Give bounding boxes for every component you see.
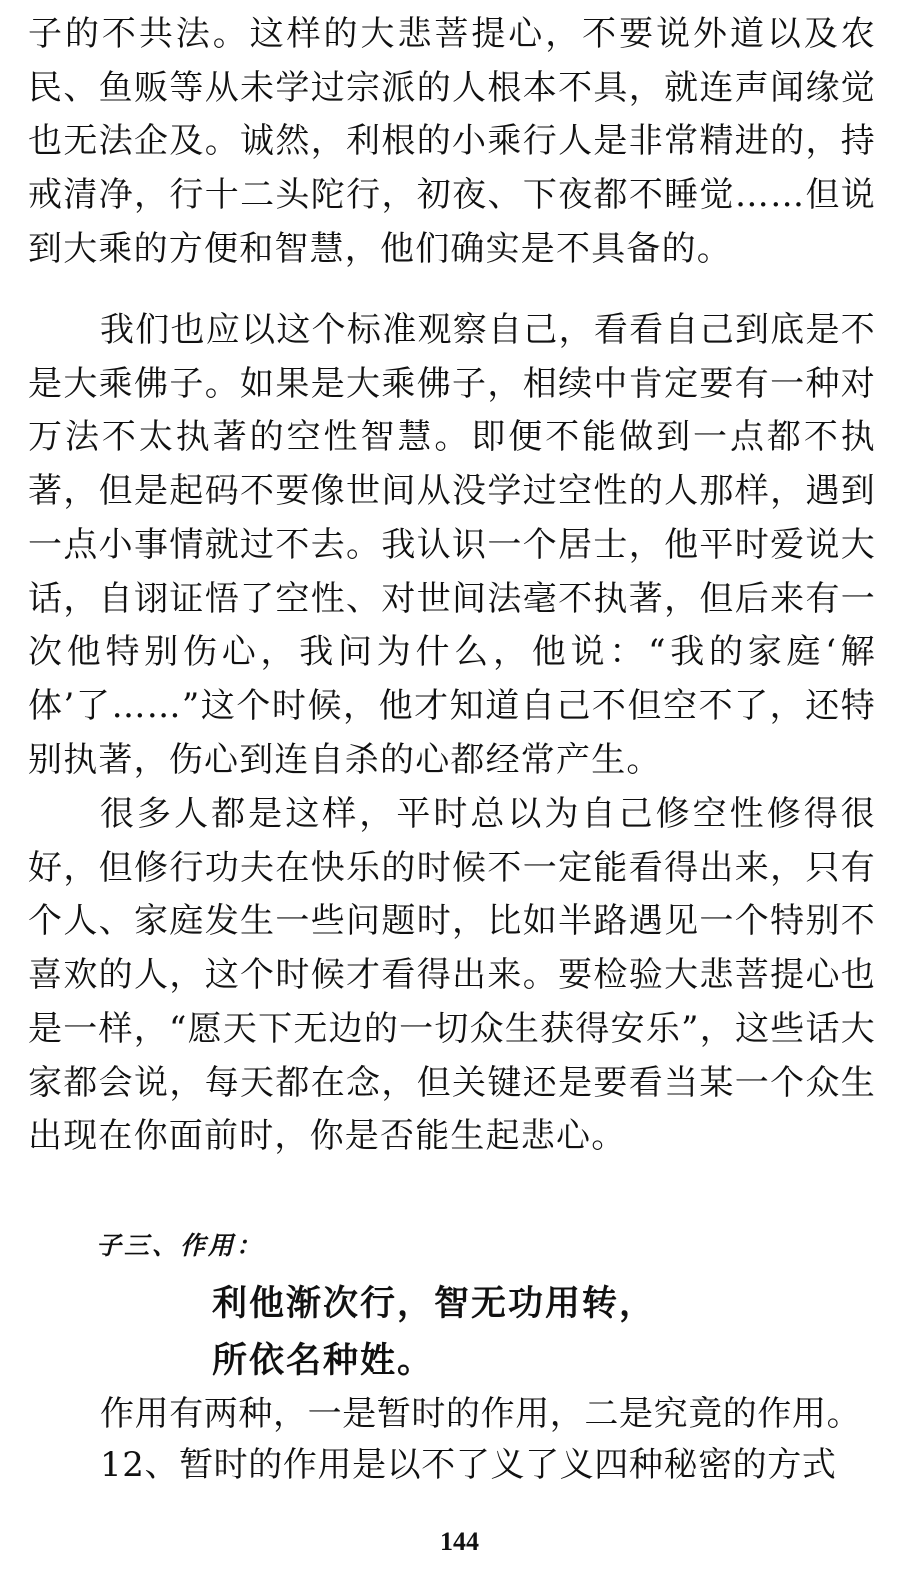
page-number: 144 — [440, 1527, 479, 1556]
body-line-1: 作用有两种，一是暂时的作用，二是究竟的作用。 — [100, 1394, 862, 1434]
verse-line-2: 所依名种姓。 — [212, 1341, 435, 1381]
paragraph-3: 很多人都是这样，平时总以为自己修空性修得很好，但修行功夫在快乐的时候不一定能看得出来，只有个人、家庭发生一些问题时，比如半路遇见一个特别不喜欢的人，这个时候才看得出来。要检验大悲菩提心也是一样，“愿天下无边的一切众生获得安乐”，这些话大家都会说，每天都在念，但关键还是要看当某一个众生出现在你面前时，你是否能生起悲心。 — [28, 794, 876, 1157]
verse-line-1: 利他渐次行，智无功用转， — [212, 1284, 657, 1324]
section-heading: 子三、作用： — [96, 1231, 265, 1260]
paragraph-2: 我们也应以这个标准观察自己，看看自己到底是不是大乘佛子。如果是大乘佛子，相续中肯定要有一种对万法不太执著的空性智慧。即便不能做到一点都不执著，但是起码不要像世间从没学过空性的人那样，遇到一点小事情就过不去。我认识一个居士，他平时爱说大话，自诩证悟了空性、对世间法毫不执著，但后来有一次他特别伤心，我问为什么，他说：“我的家庭‘解体’了……”这个时候，他才知道自己不但空不了，还特别执著，伤心到连自杀的心都经常产生。 — [28, 310, 876, 780]
paragraph-1: 子的不共法。这样的大悲菩提心，不要说外道以及农民、鱼贩等从未学过宗派的人根本不具，就连声闻缘觉也无法企及。诚然，利根的小乘行人是非常精进的，持戒清净，行十二头陀行，初夜、下夜都不睡觉……但说到大乘的方便和智慧，他们确实是不具备的。 — [28, 14, 876, 269]
body-line-2: 12、暂时的作用是以不了义了义四种秘密的方式 — [100, 1445, 837, 1485]
